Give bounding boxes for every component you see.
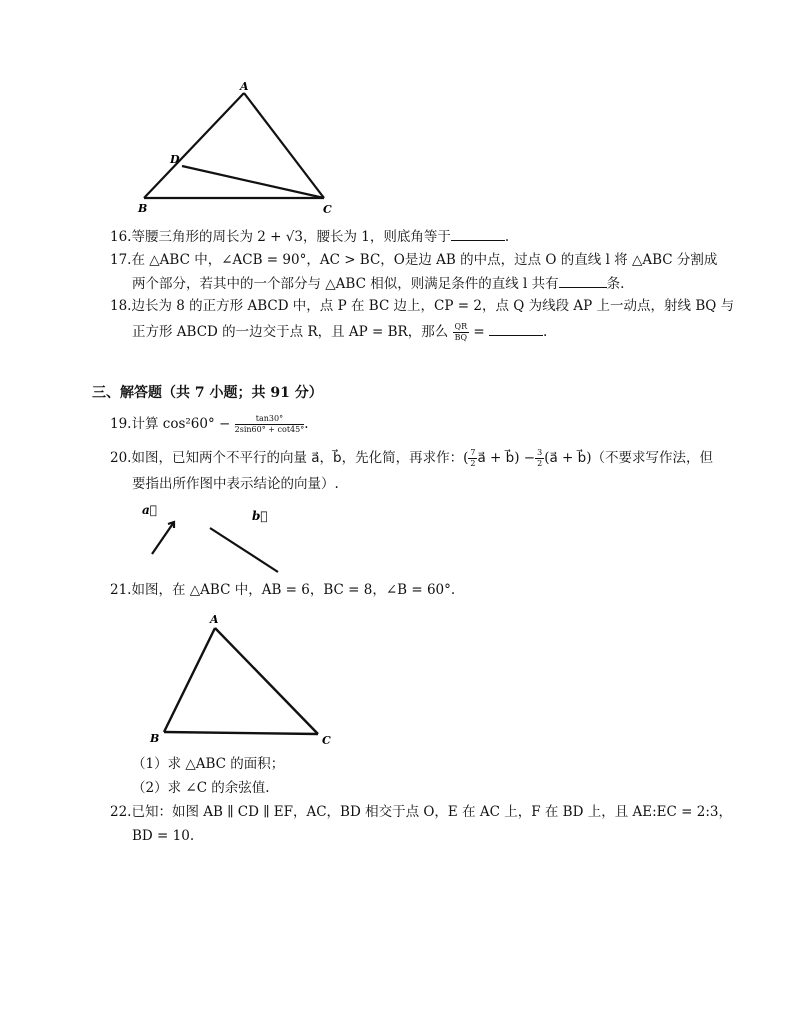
fraction-q19: $\frac{\tan 30^\circ}{2\sin 60^\circ + \cot 45^\circ}$ — [234, 414, 305, 434]
question-18-text: 边长为 8 的正方形 ABCD 中，点 P 在 BC 边上，CP = 2，点 Q 为线段 AP 上一动点，射线 BQ 与 — [131, 298, 735, 314]
question-18-line1 — [110, 296, 734, 316]
question-19-end: . — [304, 416, 309, 432]
question-17-text-2: 两个部分，若其中的一个部分与 △ABC 相似，则满足条件的直线 l 共有 — [132, 276, 559, 292]
fraction-seven-halves: $\frac{7}{2}$ — [470, 448, 476, 468]
figure-label-d: D — [170, 153, 180, 166]
question-21 — [110, 580, 455, 600]
figure-q15-triangle — [130, 78, 350, 218]
question-20-line2 — [132, 474, 339, 494]
figure-label-a: A — [210, 613, 219, 626]
question-21-sub2: （2）求 ∠C 的余弦值. — [132, 780, 270, 796]
fraction-three-halves: $\frac{3}{2}$ — [537, 448, 543, 468]
question-17-line2 — [132, 273, 624, 294]
equals-sign: = — [473, 324, 485, 340]
question-number: 20. — [110, 450, 132, 466]
question-17-line1 — [110, 250, 717, 270]
question-22-text: 已知：如图 AB ∥ CD ∥ EF，AC，BD 相交于点 O，E 在 AC 上，F 在 BD 上，且 AE:EC = 2:3， — [131, 804, 732, 820]
question-18-text-2: 正方形 ABCD 的一边交于点 R，且 AP = BR，那么 — [132, 324, 449, 340]
question-20-text: 如图，已知两个不平行的向量 a⃗，b⃗，先化简，再求作：( — [131, 450, 469, 466]
question-number: 17. — [110, 252, 132, 268]
question-21-sub1: （1）求 △ABC 的面积； — [132, 756, 285, 772]
question-number: 18. — [110, 298, 132, 314]
question-17-text: 在 △ABC 中，∠ACB = 90°，AC > BC，O是边 AB 的中点，过点 O 的直线 l 将 △ABC 分割成 — [131, 252, 718, 268]
question-22-line2: BD = 10. — [132, 828, 195, 844]
question-number: 19. — [110, 416, 132, 432]
question-18-line2 — [132, 321, 547, 343]
question-20-line1 — [110, 448, 713, 469]
figure-label-a: A — [240, 80, 249, 93]
vector-b-label: b⃗ — [252, 509, 268, 523]
fraction-qr-bq: $\frac{QR}{BQ}$ — [454, 322, 468, 342]
section-heading: 三、解答题（共 7 小题；共 91 分） — [92, 385, 323, 401]
question-17-end: 条. — [606, 276, 625, 292]
answer-blank[interactable] — [451, 226, 505, 241]
figure-label-c: C — [323, 203, 332, 216]
question-22-line1 — [110, 802, 732, 822]
vector-a-label: a⃗ — [142, 503, 157, 517]
question-20-text-b: a⃗ + b⃗) − — [477, 450, 536, 466]
question-20-text-c: (a⃗ + b⃗)（不要求写作法，但 — [544, 450, 713, 466]
question-19 — [110, 414, 309, 435]
question-number: 16. — [110, 229, 132, 245]
answer-blank[interactable] — [489, 321, 543, 336]
question-number: 22. — [110, 804, 132, 820]
figure-label-b: B — [138, 202, 148, 215]
answer-blank[interactable] — [559, 273, 607, 288]
figure-q20-vectors — [130, 500, 300, 580]
question-16-end: . — [504, 229, 510, 245]
question-number: 21. — [110, 582, 132, 598]
question-18-end: . — [543, 324, 548, 340]
question-19-text: 计算 cos²60° − — [131, 416, 231, 432]
figure-q21-triangle — [140, 610, 340, 750]
question-16-text: 等腰三角形的周长为 2 + √3，腰长为 1，则底角等于 — [131, 229, 451, 245]
figure-label-c: C — [322, 734, 331, 747]
question-20-text-2: 要指出所作图中表示结论的向量）. — [132, 476, 339, 492]
question-16 — [110, 226, 509, 247]
question-21-text: 如图，在 △ABC 中，AB = 6，BC = 8，∠B = 60°. — [131, 582, 456, 598]
figure-label-b: B — [150, 732, 160, 745]
